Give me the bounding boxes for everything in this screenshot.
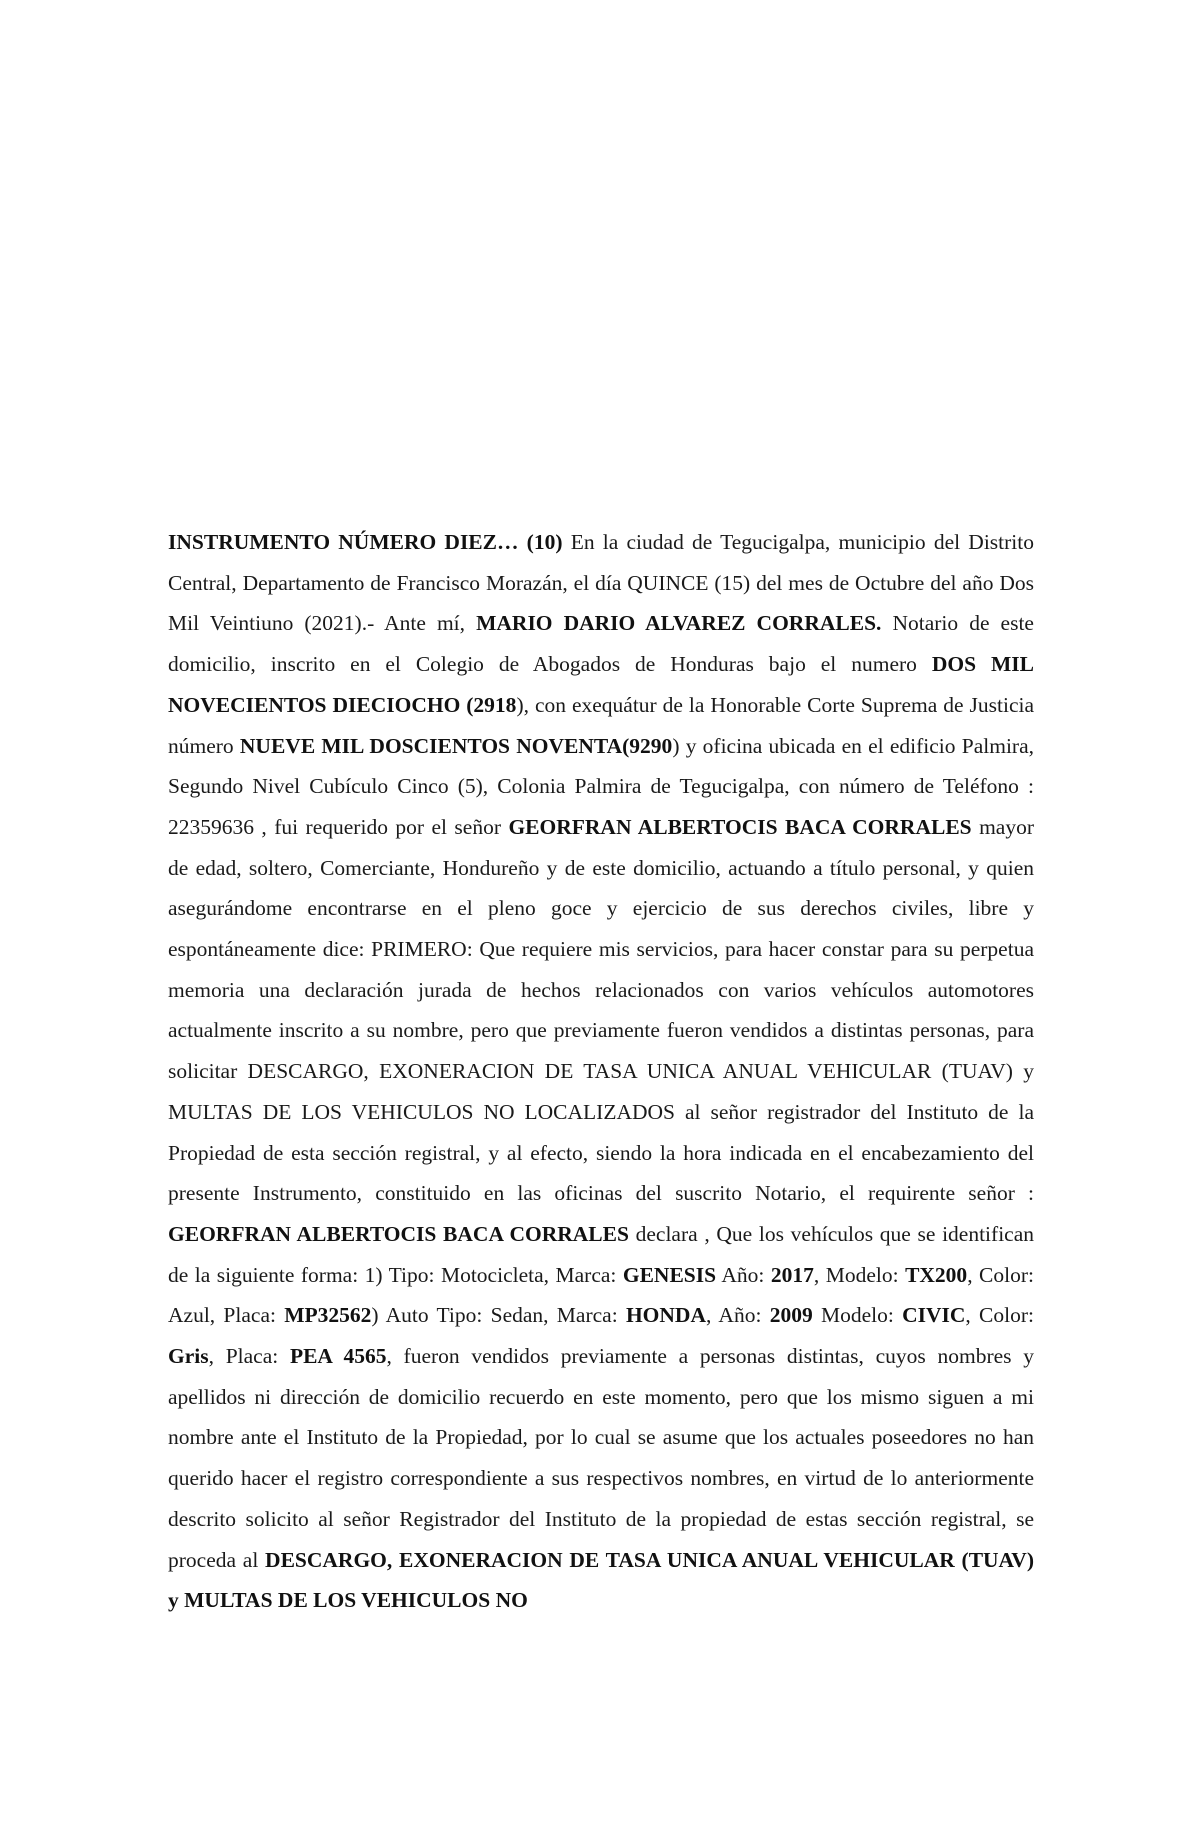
body-text: , Color: [965, 1303, 1034, 1328]
vehicle-1-brand: GENESIS [622, 1262, 717, 1287]
notary-name: MARIO DARIO ALVAREZ CORRALES. [476, 611, 882, 636]
body-text: Notario de este domicilio, inscrito en el Colegio de Abogados de Honduras bajo el numero [168, 611, 1034, 677]
body-text: Modelo: [812, 1303, 903, 1328]
body-text: ) y oficina ubicada en el edificio Palmira, Segundo Nivel Cubículo Cinco (5), Colonia Palmira de Tegucigalpa, con número de Teléfono : 22359636 , fui requerido por el señor [168, 733, 1034, 839]
vehicle-1-model: TX200 [905, 1262, 968, 1287]
body-text: ), con exequátur de la Honorable Corte Suprema de Justicia número [168, 692, 1034, 758]
requester-name: GEORFRAN ALBERTOCIS BACA CORRALES [508, 814, 972, 839]
vehicle-1-year: 2017 [770, 1262, 814, 1287]
body-text: , Placa: [208, 1344, 290, 1369]
document-body [168, 522, 1034, 1621]
body-text: ) Auto Tipo: Sedan, Marca: [371, 1303, 626, 1328]
vehicle-2-model: CIVIC [902, 1303, 966, 1328]
registration-number: DOS MIL NOVECIENTOS DIECIOCHO (2918 [168, 652, 1034, 717]
requester-name: GEORFRAN ALBERTOCIS BACA CORRALES [168, 1221, 629, 1246]
body-text: Año: [716, 1262, 771, 1287]
vehicle-1-plate: MP32562 [284, 1303, 372, 1328]
vehicle-2-color: Gris [168, 1344, 209, 1369]
vehicle-2-year: 2009 [769, 1303, 813, 1328]
body-text: mayor de edad, soltero, Comerciante, Hondureño y de este domicilio, actuando a título personal, y quien asegurándome encontrarse en el pleno goce y ejercicio de sus derechos civiles, libre y espontáneamente dice: PRIMERO: Que requiere mis servicios, para hacer constar para su perpetua memoria una declaración jurada de hechos relacionados con varios vehículos automotores actualmente inscrito a su nombre, pero que previamente fueron vendidos a distintas personas, para solicitar DESCARGO, EXONERACION DE TASA UNICA ANUAL VEHICULAR (TUAV) y MULTAS DE LOS VEHICULOS NO LOCALIZADOS al señor registrador del Instituto de la Propiedad de esta sección registral, y al efecto, siendo la hora indicada en el encabezamiento del presente Instrumento, constituido en las oficinas del suscrito Notario, el requirente señor : [168, 814, 1035, 1206]
body-text: , fueron vendidos previamente a personas distintas, cuyos nombres y apellidos ni dirección de domicilio recuerdo en este momento, pero que los mismo siguen a mi nombre ante el Instituto de la Propiedad, por lo cual se asume que los actuales poseedores no han querido hacer el registro correspondiente a sus respectivos nombres, en virtud de lo anteriormente descrito solicito al señor Registrador del Instituto de la propiedad de estas sección registral, se proceda al [168, 1344, 1034, 1572]
body-text: , Color: Azul, Placa: [168, 1262, 1034, 1328]
request-subject: DESCARGO, EXONERACION DE TASA UNICA ANUAL VEHICULAR (TUAV) y MULTAS DE LOS VEHICULOS NO [168, 1547, 1034, 1613]
vehicle-2-brand: HONDA [625, 1303, 706, 1328]
body-text: , Año: [705, 1303, 770, 1328]
vehicle-2-plate: PEA 4565 [289, 1344, 387, 1369]
exequatur-number: NUEVE MIL DOSCIENTOS NOVENTA(9290 [239, 733, 673, 758]
instrument-heading: INSTRUMENTO NÚMERO DIEZ… (10) [168, 530, 563, 554]
body-text: declara , Que los vehículos que se identifican de la siguiente forma: 1) Tipo: Motocicleta, Marca: [168, 1221, 1035, 1287]
body-text: , Modelo: [813, 1262, 906, 1287]
body-text: En la ciudad de Tegucigalpa, municipio del Distrito Central, Departamento de Francisco Morazán, el día QUINCE (15) del mes de Octubre del año Dos Mil Veintiuno (2021).- Ante mí, [168, 530, 1034, 636]
